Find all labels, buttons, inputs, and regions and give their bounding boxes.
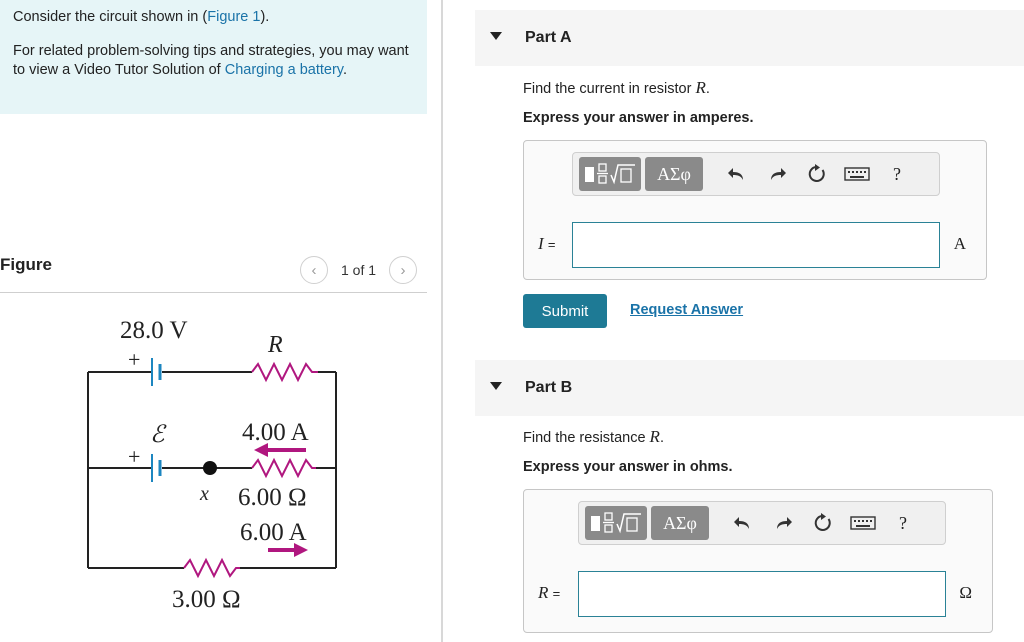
chevron-right-icon[interactable]: › (389, 256, 417, 284)
undo-icon[interactable] (717, 157, 757, 191)
part-b-question (523, 427, 664, 447)
templates-icon (589, 511, 643, 535)
current-top-label: 4.00 A (242, 419, 309, 446)
question-text: Find the resistance (523, 430, 650, 446)
part-a-answer-input[interactable] (572, 222, 940, 268)
redo-icon[interactable] (763, 506, 803, 540)
greek-symbols-button[interactable]: ΑΣφ (645, 157, 703, 191)
intro-text: ). (260, 9, 270, 25)
greek-symbols-button[interactable]: ΑΣφ (651, 506, 709, 540)
intro-text: . (342, 62, 347, 78)
res-mid-label: 6.00 Ω (238, 484, 307, 511)
part-a-question (523, 78, 710, 98)
redo-icon[interactable] (757, 157, 797, 191)
part-b-answer-input[interactable] (578, 571, 946, 617)
question-text: . (705, 81, 710, 97)
problem-intro (0, 0, 427, 114)
emf-label: ℰ (150, 422, 165, 448)
intro-line-2 (13, 42, 413, 80)
part-a-header[interactable] (475, 10, 1024, 66)
help-icon[interactable]: ? (893, 163, 901, 184)
part-b-instruction: Express your answer in ohms. (523, 459, 733, 475)
figure-divider (0, 292, 427, 293)
circuit-diagram (80, 310, 350, 620)
battery-top (152, 358, 160, 386)
collapse-triangle-icon[interactable] (490, 32, 502, 40)
part-b-answer-box (523, 489, 993, 633)
reset-icon[interactable] (803, 506, 843, 540)
part-b-header[interactable] (475, 360, 1024, 416)
resistor-3ohm (184, 560, 240, 576)
plus-sign: + (128, 347, 141, 372)
resistor-r-label: R (268, 332, 283, 358)
part-a-answer-box (523, 140, 987, 280)
figure-link[interactable]: Figure 1 (207, 9, 261, 25)
problem-panel (0, 0, 441, 642)
question-text: Find the current in resistor (523, 81, 696, 97)
current-mid-label: 6.00 A (240, 519, 307, 546)
figure-pager (300, 256, 417, 284)
part-a-instruction: Express your answer in amperes. (523, 110, 754, 126)
help-icon[interactable]: ? (899, 512, 907, 533)
intro-line-1 (13, 8, 269, 27)
resistor-6ohm (252, 460, 316, 476)
var-symbol: R (538, 583, 549, 602)
keyboard-icon[interactable] (843, 506, 883, 540)
node-label: x (200, 483, 209, 505)
chevron-left-icon[interactable]: ‹ (300, 256, 328, 284)
keyboard-icon[interactable] (837, 157, 877, 191)
part-a-unit: A (953, 234, 966, 253)
math-template-button[interactable] (579, 157, 641, 191)
undo-icon[interactable] (723, 506, 763, 540)
battery-mid (152, 454, 160, 482)
res-bottom-label: 3.00 Ω (172, 586, 241, 613)
question-text: . (659, 430, 664, 446)
collapse-triangle-icon[interactable] (490, 382, 502, 390)
voltage-label: 28.0 V (120, 317, 188, 344)
templates-icon (583, 162, 637, 186)
equals-sign: = (547, 237, 556, 252)
equals-sign: = (552, 586, 561, 601)
pager-text: 1 of 1 (341, 262, 377, 278)
plus-sign: + (128, 444, 141, 469)
part-b-unit: Ω (959, 583, 972, 602)
part-b-var-label (538, 583, 560, 603)
intro-text: For related problem-solving tips and strategies, you may want to view a Video Tutor Solution of (13, 43, 409, 78)
request-answer-link[interactable]: Request Answer (630, 302, 744, 318)
question-var: R (695, 78, 706, 97)
video-tutor-link[interactable]: Charging a battery (224, 62, 343, 78)
part-a-label: Part A (525, 29, 572, 46)
reset-icon[interactable] (797, 157, 837, 191)
submit-button[interactable]: Submit (523, 294, 607, 328)
resistor-r (252, 364, 318, 380)
var-symbol: I (538, 234, 544, 253)
answer-panel (443, 0, 1024, 642)
node-x (203, 461, 217, 475)
figure-title: Figure (0, 255, 52, 274)
math-template-button[interactable] (585, 506, 647, 540)
intro-text: Consider the circuit shown in ( (13, 9, 208, 25)
part-a-toolbar (572, 152, 940, 196)
question-var: R (649, 427, 660, 446)
part-b-toolbar (578, 501, 946, 545)
part-a-var-label (538, 234, 556, 254)
part-b-label: Part B (525, 379, 573, 396)
